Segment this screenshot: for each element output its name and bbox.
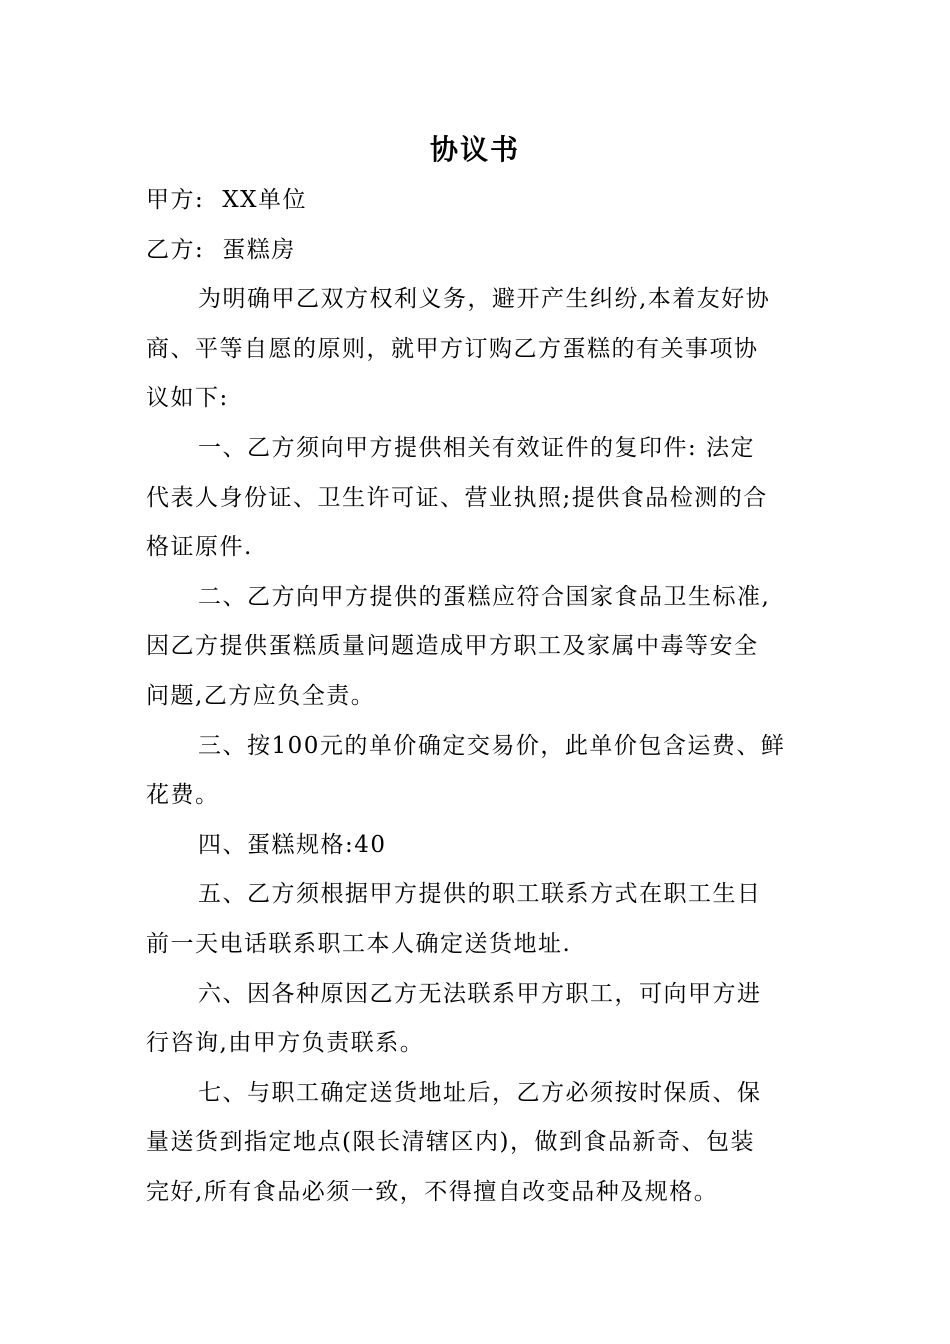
body-text-line: 问题,乙方应负全责。 [146, 682, 376, 709]
body-text-line: 行咨询,由甲方负责联系。 [146, 1030, 425, 1057]
party-a-value: XX单位 [222, 187, 307, 213]
clause-lines [146, 275, 808, 1217]
body-text-line: 完好,所有食品必须一致，不得擅自改变品种及规格。 [146, 1178, 719, 1205]
body-text-line: 五、乙方须根据甲方提供的职工联系方式在职工生日 [198, 881, 762, 908]
party-b-label: 乙方: [146, 236, 205, 263]
party-a-label: 甲方: [146, 187, 205, 213]
party-b-line [146, 226, 808, 276]
body-text-line: 四、蛋糕规格:40 [198, 831, 387, 858]
body-text-line: 量送货到指定地点(限长清辖区内)，做到食品新奇、包装 [146, 1129, 755, 1156]
body-text-line: 商、平等自愿的原则，就甲方订购乙方蛋糕的有关事项协 [146, 335, 759, 362]
body-text-line: 格证原件. [146, 534, 253, 561]
document-body [146, 176, 808, 1217]
body-text-line: 六、因各种原因乙方无法联系甲方职工，可向甲方进 [198, 980, 762, 1007]
document-title: 协议书 [429, 133, 520, 166]
body-text-line: 七、与职工确定送货地址后，乙方必须按时保质、保 [198, 1079, 762, 1106]
party-a-line [146, 176, 808, 226]
body-text-line: 三、按100元的单价确定交易价，此单价包含运费、鲜 [198, 732, 786, 759]
party-b-value: 蛋糕房 [222, 236, 296, 263]
body-text-line: 一、乙方须向甲方提供相关有效证件的复印件: 法定 [198, 434, 756, 461]
body-text-line: 前一天电话联系职工本人确定送货地址. [146, 930, 572, 957]
body-text-line: 花费。 [146, 782, 220, 809]
body-text-line: 代表人身份证、卫生许可证、营业执照;提供食品检测的合 [146, 484, 768, 511]
body-text-line: 议如下: [146, 385, 229, 412]
body-text-line: 因乙方提供蛋糕质量问题造成甲方职工及家属中毒等安全 [146, 633, 759, 660]
body-text-line: 二、乙方向甲方提供的蛋糕应符合国家食品卫生标准, [198, 583, 771, 610]
body-text-line: 为明确甲乙双方权利义务，避开产生纠纷,本着友好协 [198, 286, 771, 313]
